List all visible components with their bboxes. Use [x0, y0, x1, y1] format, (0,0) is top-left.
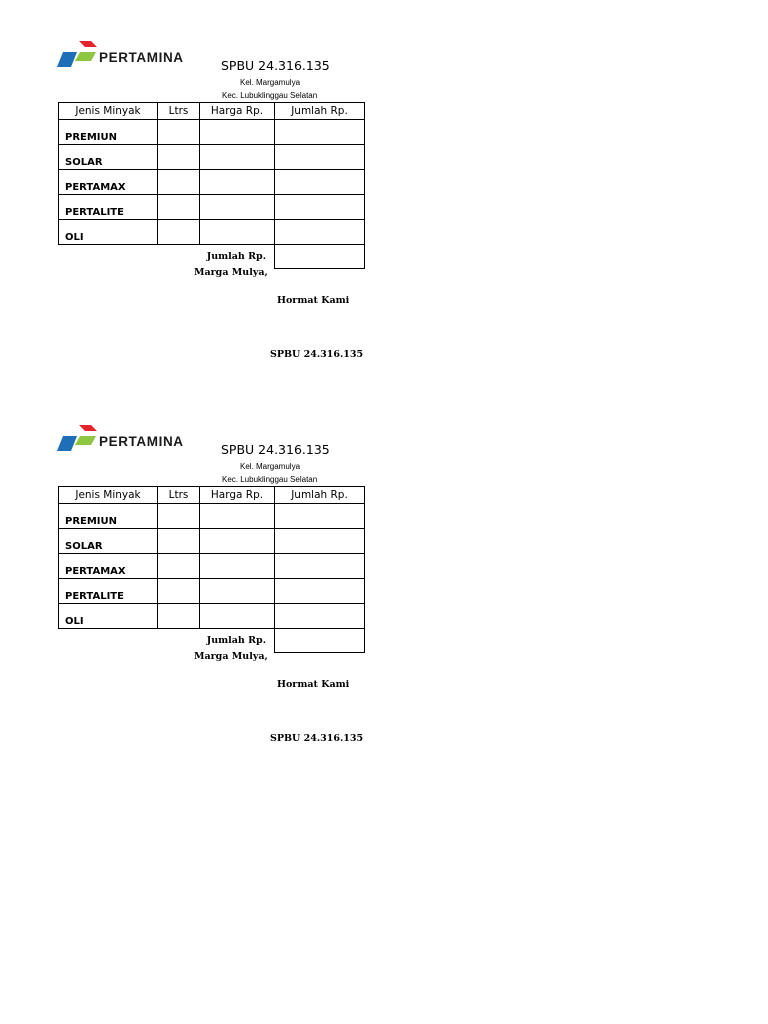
jumlah-cell[interactable] — [275, 120, 365, 145]
ltrs-cell[interactable] — [158, 220, 200, 245]
jumlah-cell[interactable] — [275, 504, 365, 529]
pertamina-logo-icon — [53, 422, 97, 454]
jumlah-cell[interactable] — [275, 604, 365, 629]
pertamina-logo-icon — [53, 38, 97, 70]
ltrs-cell[interactable] — [158, 554, 200, 579]
kelurahan: Kel. Margamulya — [240, 462, 301, 471]
jumlah-cell[interactable] — [275, 145, 365, 170]
place-date: Marga Mulya, — [194, 267, 268, 278]
harga-cell[interactable] — [200, 120, 275, 145]
station-title: SPBU 24.316.135 — [221, 58, 330, 73]
table-header-row — [59, 487, 365, 504]
place-date: Marga Mulya, — [194, 651, 268, 662]
kelurahan: Kel. Margamulya — [240, 78, 301, 87]
harga-cell[interactable] — [200, 220, 275, 245]
table-row — [59, 170, 365, 195]
harga-cell[interactable] — [200, 604, 275, 629]
jumlah-cell[interactable] — [275, 554, 365, 579]
harga-cell[interactable] — [200, 145, 275, 170]
signature-name: SPBU 24.316.135 — [270, 349, 364, 360]
table-row — [59, 529, 365, 554]
jumlah-cell[interactable] — [275, 529, 365, 554]
harga-cell[interactable] — [200, 554, 275, 579]
table-row — [59, 579, 365, 604]
jumlah-cell[interactable] — [275, 195, 365, 220]
fuel-name: PERTALITE — [59, 579, 158, 604]
table-row — [59, 120, 365, 145]
pertamina-logo — [53, 422, 193, 456]
fuel-table — [58, 486, 365, 653]
table-row — [59, 195, 365, 220]
table-row — [59, 145, 365, 170]
fuel-table — [58, 102, 365, 269]
table-row — [59, 220, 365, 245]
header-jenis: Jenis Minyak — [59, 103, 158, 120]
table-row — [59, 554, 365, 579]
header-ltrs: Ltrs — [158, 487, 200, 504]
fuel-name: OLI — [59, 220, 158, 245]
kecamatan: Kec. Lubuklinggau Selatan — [222, 475, 318, 484]
total-label: Jumlah Rp. — [206, 251, 266, 263]
ltrs-cell[interactable] — [158, 529, 200, 554]
fuel-name: PERTALITE — [59, 195, 158, 220]
regards: Hormat Kami — [277, 679, 350, 690]
fuel-name: SOLAR — [59, 145, 158, 170]
receipt-2 — [0, 384, 768, 764]
ltrs-cell[interactable] — [158, 579, 200, 604]
table-row — [59, 504, 365, 529]
fuel-name: PREMIUN — [59, 504, 158, 529]
harga-cell[interactable] — [200, 579, 275, 604]
table-header-row — [59, 103, 365, 120]
total-amount-cell[interactable] — [275, 629, 365, 653]
fuel-name: PERTAMAX — [59, 554, 158, 579]
total-label: Jumlah Rp. — [206, 635, 266, 647]
harga-cell[interactable] — [200, 504, 275, 529]
ltrs-cell[interactable] — [158, 604, 200, 629]
kecamatan: Kec. Lubuklinggau Selatan — [222, 91, 318, 100]
harga-cell[interactable] — [200, 195, 275, 220]
header-jumlah: Jumlah Rp. — [275, 103, 365, 120]
logo-text: PERTAMINA — [99, 434, 184, 449]
receipt-1 — [0, 0, 768, 380]
jumlah-cell[interactable] — [275, 170, 365, 195]
fuel-name: PREMIUN — [59, 120, 158, 145]
ltrs-cell[interactable] — [158, 120, 200, 145]
total-row — [59, 629, 365, 653]
harga-cell[interactable] — [200, 529, 275, 554]
ltrs-cell[interactable] — [158, 145, 200, 170]
fuel-name: SOLAR — [59, 529, 158, 554]
total-row — [59, 245, 365, 269]
regards: Hormat Kami — [277, 295, 350, 306]
ltrs-cell[interactable] — [158, 195, 200, 220]
table-row — [59, 604, 365, 629]
signature-name: SPBU 24.316.135 — [270, 733, 364, 744]
ltrs-cell[interactable] — [158, 504, 200, 529]
header-harga: Harga Rp. — [200, 103, 275, 120]
header-ltrs: Ltrs — [158, 103, 200, 120]
harga-cell[interactable] — [200, 170, 275, 195]
station-title: SPBU 24.316.135 — [221, 442, 330, 457]
header-jumlah: Jumlah Rp. — [275, 487, 365, 504]
ltrs-cell[interactable] — [158, 170, 200, 195]
fuel-name: PERTAMAX — [59, 170, 158, 195]
total-amount-cell[interactable] — [275, 245, 365, 269]
logo-text: PERTAMINA — [99, 50, 184, 65]
header-jenis: Jenis Minyak — [59, 487, 158, 504]
fuel-name: OLI — [59, 604, 158, 629]
pertamina-logo — [53, 38, 193, 72]
jumlah-cell[interactable] — [275, 220, 365, 245]
header-harga: Harga Rp. — [200, 487, 275, 504]
jumlah-cell[interactable] — [275, 579, 365, 604]
